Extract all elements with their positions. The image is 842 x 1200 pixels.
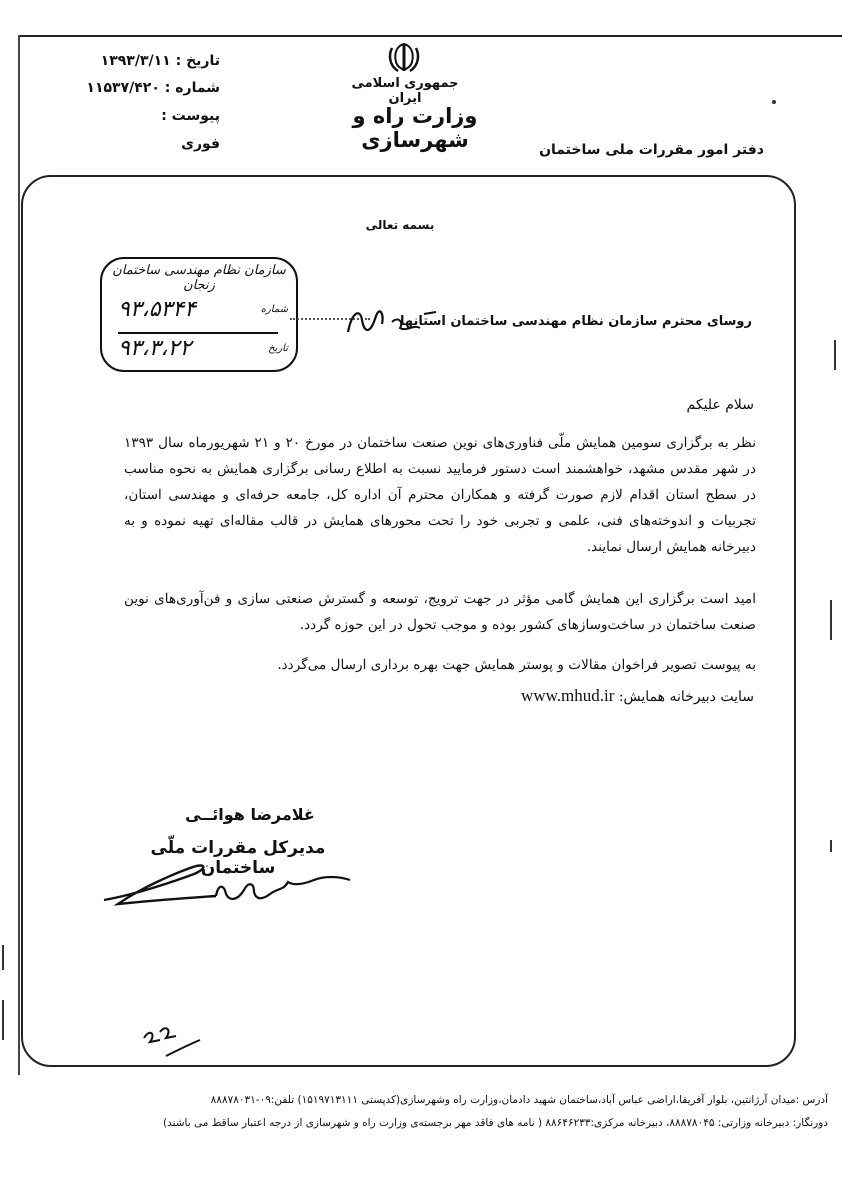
conference-site-line xyxy=(521,686,754,706)
site-label: سایت دبیرخانه همایش: xyxy=(618,689,754,705)
stamp-org: سازمان نظام مهندسی ساختمان زنجان xyxy=(112,263,286,293)
paragraph-attachment: به پیوست تصویر فراخوان مقالات و پوستر همایش جهت بهره برداری ارسال می‌گردد. xyxy=(277,657,756,673)
footer-address: آدرس :میدان آرژانتین، بلوار آفریقا،اراضی عباس آباد،ساختمان شهید دادمان،وزارت راه وشهرسازی(کدپستی ۱۵۱۹۷۱۳۱۱۱) تلفن:۰۹-۸۸۸۷۸۰۳۱ xyxy=(210,1094,828,1106)
stamp-date-row xyxy=(118,336,288,361)
scan-mark xyxy=(2,945,4,970)
scan-mark xyxy=(830,600,832,640)
priority-line: فوری xyxy=(181,136,220,152)
handwritten-note xyxy=(130,1020,210,1070)
office-title: دفتر امور مقررات ملی ساختمان xyxy=(539,142,764,158)
date-line: تاریخ : ۱۳۹۳/۳/۱۱ xyxy=(100,53,220,69)
site-url: www.mhud.ir xyxy=(521,686,615,705)
footer-fax: دورنگار: دبیرخانه وزارتی: ۸۸۸۷۸۰۴۵، دبیرخانه مرکزی:۸۸۶۴۶۲۳۳ ( نامه های فاقد مهر برجسته‌ی وزارت راه و شهرسازی از درجه اعتبار ساقط می باشند) xyxy=(162,1117,828,1129)
stamp-date-value: ۹۳،۳،۲۲ xyxy=(118,336,192,361)
handwritten-signature xyxy=(98,860,358,920)
republic-title: جمهوری اسلامی ایران xyxy=(351,76,459,106)
paragraph-hope: امید است برگزاری این همایش گامی مؤثر در جهت ترویج، توسعه و گسترش صنعتی سازی و فن‌آوری‌های نوین صنعت ساختمان در ساخت‌وسازهای کشور بوده و موجب تحول در این حوزه گردد. xyxy=(124,591,756,633)
stamp-divider xyxy=(118,332,278,334)
scan-mark xyxy=(834,340,836,370)
salutation: سلام علیکم xyxy=(686,397,754,413)
stamp-number-value: ۹۳،۵۳۴۴ xyxy=(118,297,196,322)
bismillah: بسمه تعالی xyxy=(365,218,435,232)
number-line: شماره : ۱۱۵۳۷/۴۲۰ xyxy=(86,80,220,96)
scan-speck xyxy=(772,100,776,104)
iran-emblem-icon xyxy=(386,40,422,74)
ministry-title: وزارت راه و شهرسازی xyxy=(352,104,478,152)
scan-mark xyxy=(2,1000,4,1040)
addressee: روسای محترم سازمان نظام مهندسی ساختمان استانها xyxy=(400,314,752,329)
stamp-number-label: شماره xyxy=(260,304,288,315)
attachment-line: پیوست : xyxy=(161,108,220,124)
signer-name: غلامرضا هوائــی xyxy=(185,805,315,824)
scan-border-top xyxy=(18,35,842,37)
scan-mark xyxy=(830,840,832,852)
paragraph-invitation: نظر به برگزاری سومین همایش ملّی فناوری‌های نوین صنعت ساختمان در مورخ ۲۰ و ۲۱ شهریورماه سال ۱۳۹۳ در شهر مقدس مشهد، خواهشمند است دستور فرمایید نسبت به اطلاع رسانی برگزاری همایش به نحوه مناسب در سطح استان اقدام لازم صورت گرفته و همکاران محترم آن اداره کل، جامعه حرفه‌ای و مهندسی استان، تجربیات و اندوخته‌های فنی، علمی و تجربی خود را تحت محورهای همایش در قالب مقاله‌ای تهیه نموده و به دبیرخانه همایش ارسال نمایند. xyxy=(124,435,756,555)
stamp-date-label: تاریخ xyxy=(268,343,288,354)
scan-border-left xyxy=(18,35,20,1075)
signer-title: مدیرکل مقررات ملّی ساختمان xyxy=(150,838,326,878)
stamp-number-row xyxy=(118,297,288,322)
